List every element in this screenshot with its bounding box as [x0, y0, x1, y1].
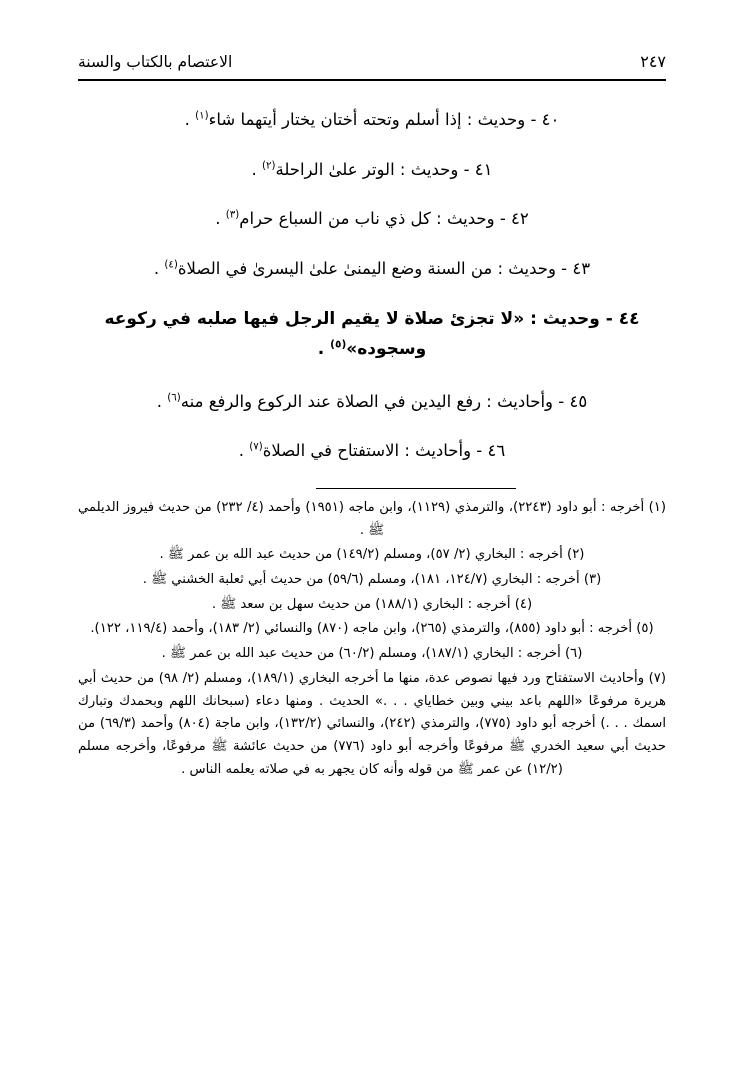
list-item: [78, 107, 666, 133]
footnote-section: [78, 497, 666, 781]
footnote-marker: (٤): [164, 259, 178, 271]
footnote-marker: (٦): [167, 392, 181, 404]
entry-tail: .: [156, 391, 168, 411]
entry-tail: .: [153, 258, 165, 278]
footnote-item: (٧) وأحاديث الاستفتاح ورد فيها نصوص عدة، منها ما أخرجه البخاري (١٨٩/١)، ومسلم (٢/ ٩٨) من حديث أبي هريرة مرفوعًا «اللهم باعد بيني وبين خطاياي . . .» الحديث . ومنها دعاء (سبحانك اللهم وبحمدك وتبارك اسمك . . .) أخرجه أبو داود (٧٧٥)، والترمذي (٢٤٢)، والنسائي (١٣٢/٢)، وابن ماجة (٨٠٤) وأحمد (٦٩/٣) من حديث أبي سعيد الخدري ﷺ مرفوعًا وأخرجه أبو داود (٧٧٦) من حديث عائشة ﷺ مرفوعًا، وأخرجه مسلم (١٢/٢) عن عمر ﷺ من قوله وأنه كان يجهر به في صلاته يعلمه الناس .: [78, 670, 667, 777]
entry-tail: .: [251, 159, 262, 179]
entry-text: ٤٢ - وحديث : كل ذي ناب من السباع حرام: [239, 209, 529, 229]
entry-text: ٤٠ - وحديث : إذا أسلم وتحته أختان يختار أيتهما شاء: [208, 110, 560, 129]
entry-text: ٤٤ - وحديث : «لا تجزئ صلاة لا يقيم الرجل فيها صلبه في ركوعه وسجوده»: [104, 309, 640, 359]
list-item: [78, 305, 666, 365]
entry-text: ٤٥ - وأحاديث : رفع اليدين في الصلاة عند الركوع والرفع منه: [180, 391, 588, 411]
hadith-list: [78, 107, 666, 464]
entry-text: ٤٦ - وأحاديث : الاستفتاح في الصلاة: [262, 441, 506, 461]
list-item: [78, 206, 666, 232]
entry-tail: .: [238, 441, 250, 461]
footnote-item: (٣) أخرجه : البخاري (١٢٤/٧، ١٨١)، ومسلم (٥٩/٦) من حديث أبي ثعلبة الخشني ﷺ .: [142, 571, 602, 587]
entry-tail: .: [317, 339, 331, 359]
footnote-item: (١) أخرجه : أبو داود (٢٢٤٣)، والترمذي (١١٢٩)، وابن ماجه (١٩٥١) وأحمد (٤/ ٢٣٢) من حديث فيروز الديلمي ﷺ .: [78, 499, 667, 538]
entry-text: ٤١ - وحديث : الوتر علىٰ الراحلة: [275, 159, 493, 179]
footnote-marker: (٢): [261, 160, 276, 172]
list-item: [78, 157, 666, 183]
entry-text: ٤٣ - وحديث : من السنة وضع اليمنىٰ علىٰ اليسرىٰ في الصلاة: [177, 258, 591, 278]
footnote-item: (٤) أخرجه : البخاري (١٨٨/١) من حديث سهل بن سعد ﷺ .: [211, 596, 533, 612]
footnote-item: (٥) أخرجه : أبو داود (٨٥٥)، والترمذي (٢٦٥)، وابن ماجه (٨٧٠) والنسائي (٢/ ١٨٣)، وأحمد (١١٩/٤، ١٢٢).: [90, 621, 654, 637]
footnote-item: (٦) أخرجه : البخاري (١٨٧/١)، ومسلم (٦٠/٢) من حديث عبد الله بن عمر ﷺ .: [161, 646, 583, 662]
book-title: الاعتصام بالكتاب والسنة: [78, 53, 233, 71]
list-item: [78, 438, 666, 464]
page-number: ٢٤٧: [640, 52, 666, 71]
footnote-marker: (٧): [249, 441, 263, 453]
footnote-marker: (٥): [330, 338, 347, 351]
list-item: [78, 389, 666, 415]
list-item: [78, 256, 666, 282]
entry-tail: .: [215, 209, 226, 229]
page-header: [78, 52, 666, 71]
footnote-marker: (٣): [225, 209, 240, 221]
footnote-divider: [316, 488, 516, 489]
entry-tail: .: [184, 110, 196, 129]
header-divider: [78, 79, 666, 81]
footnote-item: (٢) أخرجه : البخاري (٢/ ٥٧)، ومسلم (١٤٩/٢) من حديث عبد الله بن عمر ﷺ .: [159, 547, 585, 563]
footnote-marker: (١): [195, 110, 209, 122]
